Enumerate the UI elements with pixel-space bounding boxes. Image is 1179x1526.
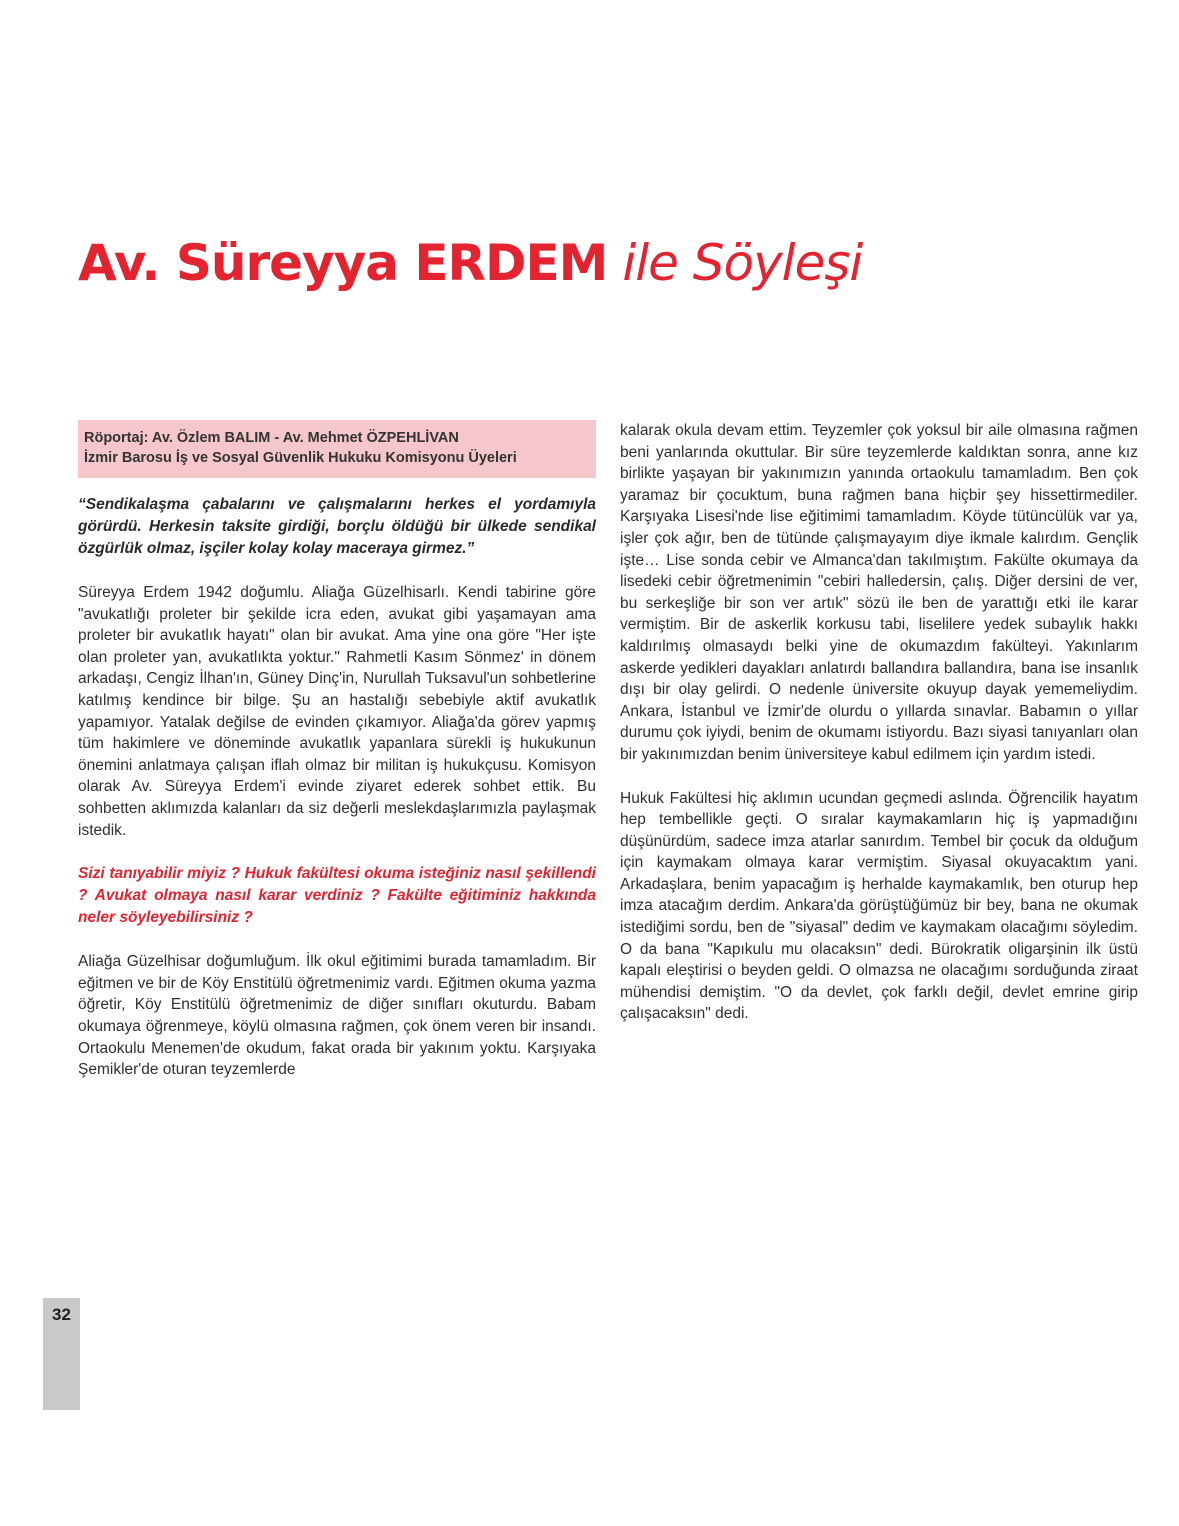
left-column [78,420,596,1081]
pull-quote: “Sendikalaşma çabalarını ve çalışmalarını herkes el yordamıyla görürdü. Herkesin taksite girdiği, borçlu öldüğü bir ülkede sendikal özgürlük olmaz, işçiler kolay kolay maceraya girmez.” [78,496,596,557]
right-column [620,420,1138,1025]
article-title-main: Av. Süreyya ERDEM [78,234,608,292]
article-title [78,228,1098,298]
answer-paragraph-right-1: kalarak okula devam ettim. Teyzemler çok yoksul bir aile olmasına rağmen beni yanlarında okuttular. Bir süre teyzemlerde kaldıktan sonra, anne kız birlikte yaşayan bir yakınımızın yanında ortaokulu tamamladım. Ben çok yaramaz bir çocuktum, buna rağmen bana hiçbir şey hissettirmediler. Karşıyaka Lisesi'nde lise eğitimimi tamamladım. Köyde tütüncülük var ya, işler çok ağır, ben de tütünde çalışmayayım diye ikmale kalırdım. Gençlik işte… Lise sonda cebir ve Almanca'dan takılmıştım. Fakülte okumaya da lisedeki cebir öğretmenimin "cebiri halledersin, çalış. Diğer dersini de ver, bu serkeşliğe bir son ver artık" sözü ile ben de yarattığı etki ile karar vermiştim. Bir de askerlik korkusu tabi, liselilere yedek subaylık hakkı kaldırılmış olmasaydı belki yine de okumazdım fakülteyi. Yakınlarım askerde yedikleri dayakları anlatırdı ballandıra ballandıra, bana ise insanlık dışı bir olay gelirdi. O nedenle üniversite okuyup dayak yememeliydim. Ankara, İstanbul ve İzmir'de olurdu o yıllarda sınavlar. Babamın o yıllar durumu çok iyiydi, benim de okumamı istiyordu. Bazı siyasi tanıyanları olan bir yakınımızdan benim üniversiteye kabul edilmem için yardım istedi. [620,422,1138,763]
article-title-sub: ile Söyleşi [607,234,863,292]
interview-question: Sizi tanıyabilir miyiz ? Hukuk fakültesi okuma isteğiniz nasıl şekillendi ? Avukat olmaya nasıl karar verdiniz ? Fakülte eğitiminiz hakkında neler söyleyebilirsiniz ? [78,865,596,927]
page-number: 32 [52,1305,71,1324]
answer-paragraph-right-2: Hukuk Fakültesi hiç aklımın ucundan geçmedi aslında. Öğrencilik hayatım hep tembellikle geçti. O sıralar kaymakamların hiç iş yapmadığını düşünürdüm, sadece imza atarlar sanırdım. Tembel bir çocuk da olduğum için kaymakam olmaya karar vermiştim. Siyasal okuyacaktım yani. Arkadaşlara, benim yapacağım iş herhalde kaymakamlık, ben oturup hep imza atacağım derdim. Ankara'da görüştüğümüz bir bey, bana ne okumak istediğimi sordu, ben de "siyasal" dedim ve kaymakam olacağımı söyledim. O da bana "Kapıkulu mu olacaksın" dedi. Bürokratik oligarşinin ilk üstü kapalı eleştirisi o beyden geldi. O olmazsa ne olacağımı sorduğunda ziraat mühendisi demiştim. "O da devlet, çok farklı değil, devlet emrine girip çalışacaksın" dedi. [620,789,1138,1023]
credit-line-2: İzmir Barosu İş ve Sosyal Güvenlik Hukuku Komisyonu Üyeleri [84,450,517,466]
interview-credit [78,420,596,478]
intro-paragraph: Süreyya Erdem 1942 doğumlu. Aliağa Güzelhisarlı. Kendi tabirine göre "avukatlığı proleter bir şekilde icra eden, avukat gibi yaşamayan ama proleter bir avukatlık hayatı" olan bir avukat. Ama yine ona göre "Her işte olan proleter yan, avukatlıkta yoktur." Rahmetli Kasım Sönmez' in dönem arkadaşı, Cengiz İlhan'ın, Güney Dinç'in, Nurullah Tuksavul'un sohbetlerine katılmış kendince bir bilge. Şu an hastalığı sebebiyle aktif avukatlık yapamıyor. Yatalak değilse de evinden çıkamıyor. Aliağa'da görev yapmış tüm hakimlere ve döneminde avukatlık yapanlara sürekli iş hukukunun önemini anlatmaya çalışan iflah olmaz bir militan iş hukukçusu. Komisyon olarak Av. Süreyya Erdem'i evinde ziyaret ederek sohbet ettik. Bu sohbetten aklımızda kalanları da siz değerli meslekdaşlarımızla paylaşmak istedik. [78,584,596,839]
credit-line-1: Röportaj: Av. Özlem BALIM - Av. Mehmet ÖZPEHLİVAN [84,430,459,446]
answer-paragraph-left: Aliağa Güzelhisar doğumluğum. İlk okul eğitimimi burada tamamladım. Bir eğitmen ve bir de Köy Enstitülü öğretmenimiz vardı. Eğitmen okuma yazma öğretir, Köy Enstitülü öğretmenimiz de diğer sınıfları okuturdu. Babam okumaya öğrenmeye, köylü olmasına rağmen, çok önem veren bir insandı. Ortaokulu Menemen'de okudum, fakat orada bir yakınım yoktu. Karşıyaka Şemikler'de oturan teyzemlerde [78,953,596,1079]
